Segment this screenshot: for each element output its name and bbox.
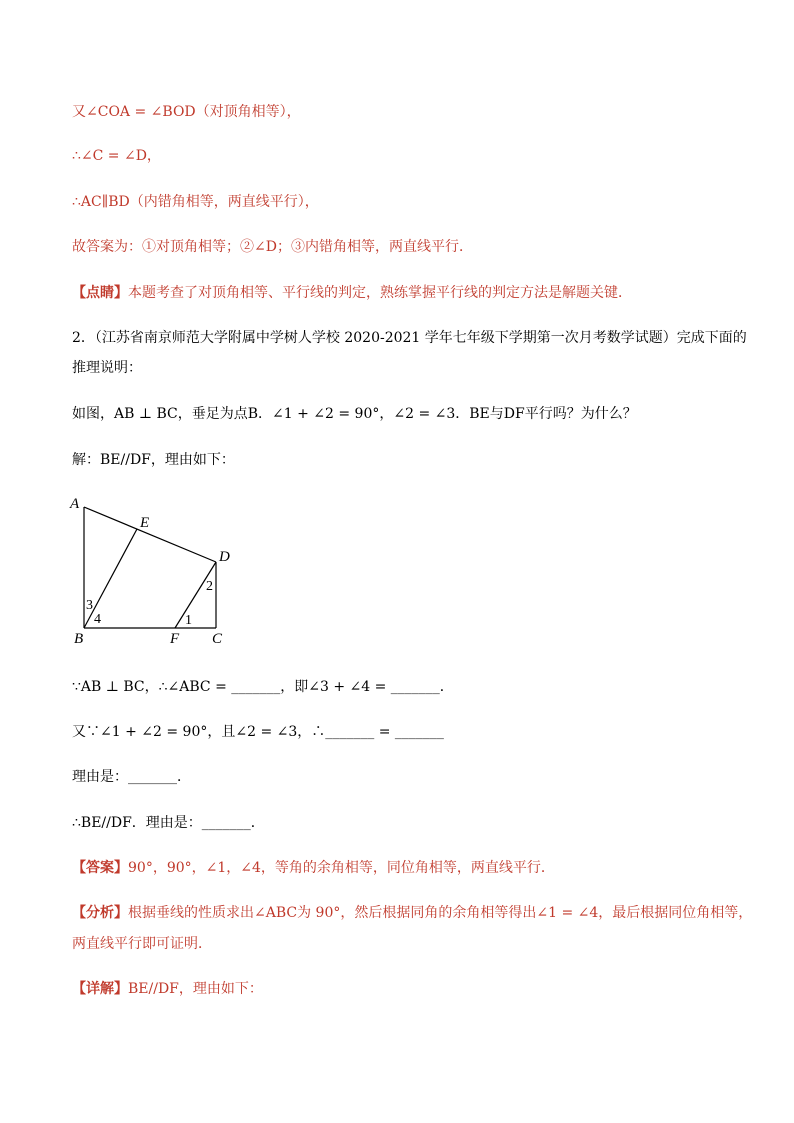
label-E: E xyxy=(140,515,150,531)
angle-label-3: 3 xyxy=(86,598,93,613)
previous-answer-line: 故答案为：①对顶角相等；②∠D；③内错角相等，两直线平行． xyxy=(72,239,473,255)
answer-paragraph xyxy=(72,858,555,878)
answer-tag: 【答案】 xyxy=(72,860,128,876)
label-B: B xyxy=(74,631,84,647)
label-C: C xyxy=(212,631,223,647)
segment-AD xyxy=(84,507,216,562)
detail-paragraph xyxy=(72,979,263,999)
comment-text: 本题考查了对顶角相等、平行线的判定，熟练掌握平行线的判定方法是解题关键． xyxy=(128,285,632,301)
question-stem-line-1: 2．（江苏省南京师范大学附属中学树人学校 2020-2021 学年七年级下学期第一次月考数学试题）完成下面的 xyxy=(72,330,747,346)
question-problem: 如图，AB ⊥ BC，垂足为点B．∠1 + ∠2 = 90°，∠2 = ∠3．BE与DF平行吗？为什么？ xyxy=(72,406,637,422)
comment-tag: 【点睛】 xyxy=(72,285,128,301)
angle-label-1: 1 xyxy=(185,613,192,628)
reasoning-step-1: ∵AB ⊥ BC，∴∠ABC = _______，即∠3 + ∠4 = _______． xyxy=(72,679,454,695)
previous-solution-line-2: ∴∠C = ∠D， xyxy=(72,148,161,164)
label-A: A xyxy=(70,496,80,512)
label-D: D xyxy=(219,549,230,565)
segment-BE xyxy=(84,529,137,628)
analysis-text-line-2: 两直线平行即可证明． xyxy=(72,936,212,952)
detail-tag: 【详解】 xyxy=(72,981,128,997)
previous-solution-line-3: ∴AC∥BD（内错角相等，两直线平行）， xyxy=(72,194,319,210)
geometry-figure xyxy=(66,492,256,652)
segment-DF xyxy=(175,562,216,628)
comment-paragraph xyxy=(72,283,632,303)
solution-intro: 解：BE//DF，理由如下： xyxy=(72,452,235,468)
reasoning-step-3: 理由是：_______． xyxy=(72,769,191,785)
reasoning-step-4: ∴BE//DF．理由是：_______． xyxy=(72,815,265,831)
question-stem-line-2: 推理说明： xyxy=(72,360,142,376)
analysis-paragraph xyxy=(72,903,752,923)
reasoning-step-2: 又∵∠1 + ∠2 = 90°，且∠2 = ∠3，∴_______ = _______ xyxy=(72,724,444,740)
label-F: F xyxy=(170,631,180,647)
analysis-tag: 【分析】 xyxy=(72,905,128,921)
previous-solution-line-1: 又∠COA = ∠BOD（对顶角相等）， xyxy=(72,104,301,120)
analysis-text-line-1: 根据垂线的性质求出∠ABC为 90°，然后根据同角的余角相等得出∠1 = ∠4，最后根据同位角相等， xyxy=(128,905,753,921)
angle-label-4: 4 xyxy=(94,612,101,627)
angle-label-2: 2 xyxy=(206,579,213,594)
answer-text: 90°，90°，∠1，∠4，等角的余角相等，同位角相等，两直线平行． xyxy=(128,860,555,876)
detail-text: BE//DF，理由如下： xyxy=(128,981,263,997)
